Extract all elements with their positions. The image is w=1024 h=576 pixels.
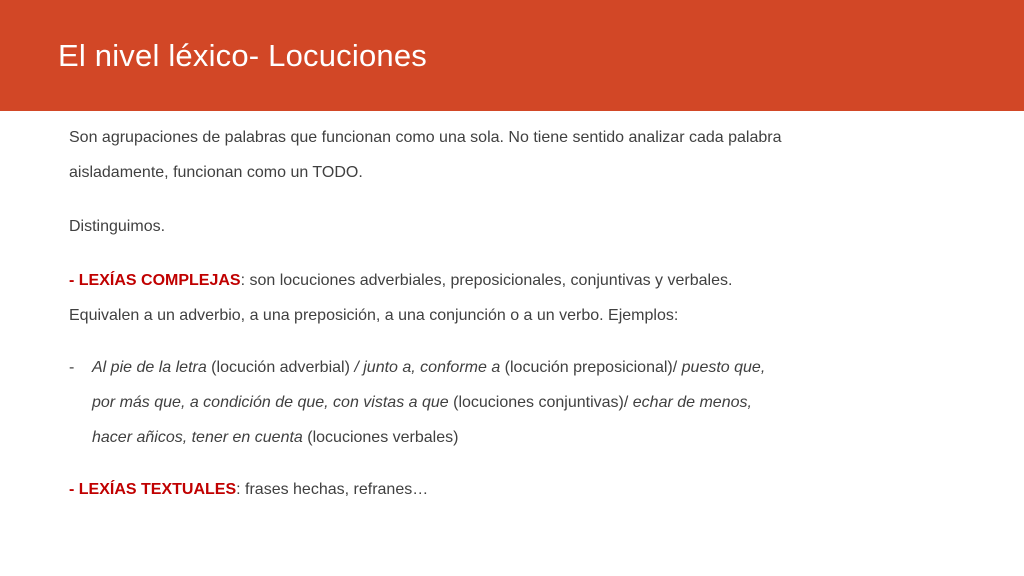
lexias-complejas-label: - LEXÍAS COMPLEJAS: [69, 272, 241, 289]
example-verbal: echar de menos, hacer añicos, tener en cuenta: [92, 394, 752, 446]
examples-bullet: [69, 350, 789, 455]
example-adverbial: Al pie de la letra: [92, 359, 207, 376]
paragraph-distinguimos: Distinguimos.: [69, 218, 166, 235]
lexias-textuales-text: : frases hechas, refranes…: [236, 481, 429, 498]
slide-body: [69, 120, 789, 507]
note-conjunctive: (locuciones conjuntivas)/: [448, 394, 633, 411]
paragraph-lexias-textuales: [69, 472, 789, 507]
paragraph-lexias-complejas: [69, 263, 789, 333]
slide-title: El nivel léxico- Locuciones: [58, 38, 427, 73]
bullet-dash: -: [69, 359, 75, 376]
example-conjunctive: puesto que, por más que, a condición de que, con vistas a que: [92, 359, 766, 411]
title-bar: [0, 0, 1024, 111]
lexias-textuales-label: - LEXÍAS TEXTUALES: [69, 481, 237, 498]
note-adverbial: (locución adverbial): [206, 359, 355, 376]
note-prepositional: (locución preposicional)/: [500, 359, 682, 376]
paragraph-definition: Son agrupaciones de palabras que funcionan como una sola. No tiene sentido analizar cada palabra aisladamente, funcionan como un TODO.: [69, 129, 782, 181]
example-prepositional: / junto a, conforme a: [354, 359, 501, 376]
note-verbal: (locuciones verbales): [302, 429, 459, 446]
lexias-complejas-text: : son locuciones adverbiales, preposicionales, conjuntivas y verbales. Equivalen a un adverbio, a una preposición, a una conjunción o a un verbo. Ejemplos:: [69, 272, 733, 324]
